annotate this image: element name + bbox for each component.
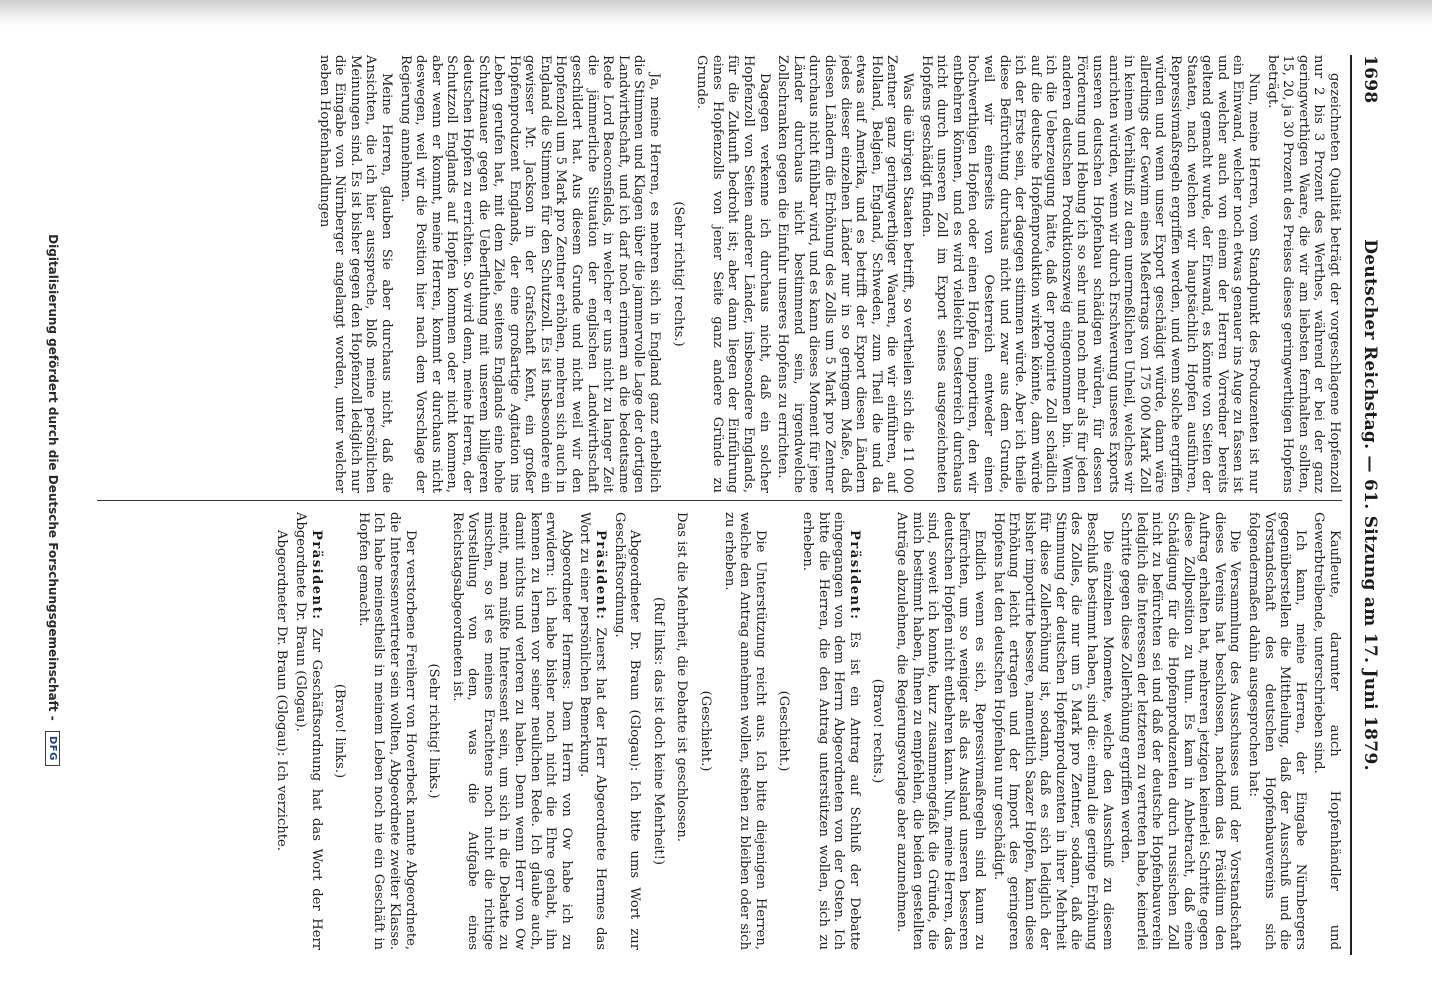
paragraph — [449, 512, 574, 950]
paragraph-text: Der verstorbene Freiherr von Hoverbeck nannte Abgeordnete, die Interessenvertreter sein wollten, Abgeordnete zweiter Klasse. Ich habe meinestheils in meinem Leben noch nie ein Geschäft in Hopfen gemacht. — [355, 512, 418, 950]
paragraph-text: Die Versammlung des Ausschusses und der Vorstandschaft dieses Vereins hat beschlossen, nachdem das Präsidium den Auftrag erhalten hat, mehreren jetzigen keinerlei Schritte gegen diese Zollposition zu thun. Es kam in Anbetracht, daß eine Schädigung für die Hopfenproduzenten durch russischen Zoll nicht zu befürchten sei und daß der deutsche Hopfenbauverein lediglich die Interessen der letzteren zu vertreten habe, keinerlei Schritte gegen diese Zollerhöhung ergriffen werden. — [1118, 512, 1243, 950]
paragraph-text: (Geschieht.) — [698, 690, 714, 772]
paragraph — [1118, 512, 1243, 950]
paragraph — [674, 512, 690, 950]
digitization-credit — [45, 0, 60, 1000]
paragraph — [721, 512, 768, 950]
remark-line — [870, 512, 886, 950]
paragraph — [577, 512, 608, 950]
paragraph — [397, 55, 662, 493]
paragraph-text: gezeichneten Qualität beträgt der vorgeschlagene Hopfenzoll nur 2 bis 3 Prozent des Werthes, während er bei der ganz geringwerthigen Waare, die wir am liebsten fernhalten sollten, 15, 20, ja 30 Prozent des Preises dieses geringwerthigen Hopfens beträgt. — [1264, 55, 1342, 493]
paragraph-text: Abgeordneter Dr. Braun (Glogau): Ich bitte ums Wort zur Geschäftsordnung. — [611, 512, 643, 950]
paragraph-text: Die einzelnen Momente, welche den Ausschuß zu diesem Beschluß bestimmt haben, sind die: einmal die geringe Erhöhung des Zolles, die nur um 5 Mark pro Zentner, sodann, daß die Stimmung der deutschen Hopfenproduzenten in ihrer Mehrheit für diese Zollerhöhung ist, sodann, daß es sich lediglich der bisher importirte bessere, namentlich Saazer Hopfen, kann diese Erhöhung leicht ertragen und der Import des geringeren Hopfens hat den deutschen Hopfenbau nur geschädigt. — [990, 512, 1115, 950]
paragraph-text: Kaufleute, darunter auch Hopfenhändler und Gewerbtreibende, unterschrieben sind. — [1311, 512, 1342, 950]
paragraph-text: Es ist ein Antrag auf Schluß der Debatte eingegangen von dem Herrn Abgeordneten von der Osten. Ich bitte die Herren, die den Antrag unterstützen wollen, sich zu erheben. — [800, 512, 862, 950]
paragraph-text: Zur Geschäftsordnung hat das Wort der Herr Abgeordnete Dr. Braun (Glogau). — [292, 512, 324, 950]
paragraph-text: (Ruf links: das ist doch keine Mehrheit!) — [650, 596, 666, 866]
speaker-label: Präsident: — [846, 530, 862, 621]
paragraph-text: (Sehr richtig! links.) — [426, 663, 442, 799]
paragraph — [694, 55, 772, 493]
paragraph — [893, 512, 987, 950]
header-rule — [1350, 55, 1352, 955]
paragraph — [775, 55, 915, 493]
paragraph-text: Was die übrigen Staaten betrifft, so vertheilen sich die 11 000 Zentner ganz geringwerthiger Waaren, die wir einführen, auf Holland, Belgien, England, Schweden, zum Theil die und da etwas auf Amerika, und es betrifft der Export diesen Ländern jedes dieser einzelnen Länder nur in so geringem Maße, daß diesen Ländern die Erhöhung des Zolls um 5 Mark pro Zentner durchaus nicht fühlbar wird, und es kann dieses Moment für jene Länder durchaus nicht bestimmend sein, irgendwelche Zollschranken gegen die Einfuhr unseres Hopfens zu errichten. — [775, 55, 915, 493]
paragraph-text: Zuerst hat der Herr Abgeordnete Hermes das Wort zu einer persönlichen Bemerkung. — [577, 512, 609, 950]
page-number: 1698 — [1360, 55, 1380, 104]
paragraph-text: Das ist die Mehrheit, die Debatte ist geschlossen. — [674, 512, 690, 842]
dfg-logo: DFG — [45, 731, 60, 766]
paragraph-text: (Sehr richtig! rechts.) — [670, 201, 686, 347]
paragraph — [316, 55, 394, 493]
paragraph — [990, 512, 1115, 950]
speaker-label: Präsident: — [593, 530, 609, 621]
paragraph — [918, 55, 1261, 493]
remark-line — [332, 512, 348, 950]
paragraph — [1311, 512, 1342, 950]
scan-edge-shadow — [0, 0, 1432, 26]
paragraph-text: (Bravo! rechts.) — [870, 678, 886, 784]
paragraph — [799, 512, 861, 950]
remark-line — [697, 512, 713, 950]
paragraph-text: Abgeordneter Hermes: Dem Herrn von Ow habe ich zu erwidern: ich habe bisher noch nicht die Ehre gehabt, ihn kennen zu lernen vor seiner neulichen Rede. Ich glaube auch, damit nichts und verloren zu haben. Denn wenn Herr von Ow meint, man müßte Interessent sein, um sich in die Debatte zu mischen, so ist es meines Erachtens noch nicht die richtige Vorstellung von dem, was die Aufgabe eines Reichstagsabgeordneten ist. — [449, 512, 574, 950]
paragraph — [292, 512, 323, 950]
running-title: Deutscher Reichstag. — 61. Sitzung am 17. Juni 1879. — [1360, 239, 1380, 771]
paragraph-text: Dagegen verkenne ich durchaus nicht, daß ein solcher Hopfenzoll von Seiten anderer Länder, insbesondere Englands, für die Zukunft bedroht ist; aber dann liegen der Einführung eines Hopfenzolls von jener Seite ganz andere Gründe zu Grunde. — [694, 55, 772, 493]
remark-line — [670, 55, 686, 493]
text-column-left — [97, 55, 1342, 493]
remark-line — [776, 512, 792, 950]
remark-line — [426, 512, 442, 950]
paragraph-text: Ja, meine Herren, es mehren sich in England ganz erheblich die Stimmen und Klagen über die jammervolle Lage der dortigen Landwirthschaft, und ich darf noch erinnern an die bedeutsame Rede Lord Beaconsfields, in welcher er uns nicht zu langer Zeit die jämmerliche Situation der englischen Landwirthschaft geschildert hat. Aus diesem Grunde und nicht weil wir den Hopfenzoll um 5 Mark pro Zentner erhöhen, mehren sich auch in England die Stimmen für den Schutzzoll. Es ist insbesondere ein gewisser Mr. Jackson in der Grafschaft Kent, ein großer Hopfenproduzent Englands, der eine großartige Agitation ins Leben gerufen hat, mit dem Ziele, seitens Englands eine hohe Schutzmauer gegen die Ueberfluthung mit unserem billigeren deutschen Hopfen zu errichten. So wird denn, meine Herren, der Schutzzoll Englands auf Hopfen kommen oder nicht kommen, aber wenn er kommt, meine Herren, kommt er durchaus nicht deswegen, weil wir die Position hier nach dem Vorschlage der Regierung annehmen. — [397, 55, 663, 493]
paragraph-text: Abgeordneter Dr. Braun (Glogau): Ich verzichte. — [274, 530, 290, 851]
column-divider — [97, 500, 1342, 501]
paragraph-text: Die Unterstützung reicht aus. Ich bitte diejenigen Herren, welche den Antrag annehmen wollen, stehen zu bleiben oder sich zu erheben. — [721, 512, 768, 950]
paragraph — [355, 512, 417, 950]
paragraph — [274, 512, 290, 950]
paragraph-text: (Geschieht.) — [776, 690, 792, 772]
paragraph-text: Meine Herren, glauben Sie aber durchaus nicht, daß die Ansichten, die ich hier ausspreche, bloß meine persönlichen Meinungen sind. Es ist bisher gegen den Hopfenzoll lediglich nur die Eingabe von Nürnberger angelangt worden, unter welcher neben Hopfenhandlungen — [316, 55, 394, 493]
paragraph-text: Endlich wenn es sich, Repressivmaßregeln sind kaum zu befürchten, um so weniger als das Ausland unseren besseren deutschen Hopfen nicht entbehren kann. Nun, meine Herren, das sind, soweit ich konnte, kurz zusammengefaßt die Gründe, die mich bestimmt haben, Ihnen zu empfehlen, die beiden gestellten Anträge abzulehnen, die Regierungsvorlage aber anzunehmen. — [893, 512, 987, 950]
paragraph — [1264, 55, 1342, 493]
text-column-right — [97, 512, 1342, 950]
remark-line — [650, 512, 666, 950]
speaker-label: Präsident: — [308, 530, 324, 621]
page-header — [1354, 55, 1380, 955]
paragraph-text: Ich kann, meine Herren, der Eingabe Nürnbergers gegenüberstellen die Mittheilung, daß der Ausschuß und die Vorstandschaft des deutschen Hopfenbauvereins sich folgendermaßen dahin ausgesprochen hat: — [1246, 512, 1308, 950]
paragraph — [611, 512, 642, 950]
credit-text: Digitalisierung gefördert durch die Deutsche Forschungsgemeinschaft - — [46, 234, 60, 721]
paragraph — [1245, 512, 1307, 950]
paragraph-text: Nun, meine Herren, vom Standpunkt des Produzenten ist nur ein Einwand, welcher noch etwas genauer ins Auge zu fassen ist und welcher auch von einem der Herren Vorredner bereits geltend gemacht wurde, der Einwand, es könnte von Seiten der Staaten, nach welchen wir hauptsächlich Hopfen ausführen, Repressivmaßregeln ergriffen werden, und wenn solche ergriffen würden und wenn unser Export geschädigt würde, dann wäre allerdings der Gewinn eines Meßertrags von 175 000 Mark Zoll in keinem Verhältniß zu dem unermeßlichen Unheil, welches wir anrichten würden, wenn wir durch Erschwerung unseres Exports unseren deutschen Hopfenbau schädigen würden, für dessen Förderung und Hebung ich so sehr und noch mehr als für jeden anderen deutschen Produktionszweig eingenommen bin. Wenn ich die Ueberzeugung hätte, daß der proponirte Zoll schädlich auf die deutsche Hopfenproduktion wirken könnte, dann würde ich der Erste sein, der dagegen stimmen würde. Aber ich theile diese Befürchtung durchaus nicht und zwar aus dem Grunde, weil wir einerseits von Oesterreich entweder einen hochwerthigen Hopfen oder einen Hopfen importiren, den wir entbehren können, und es wird vielleicht Oesterreich durchaus nicht durch unseren Zoll im Export seines ausgezeichneten Hopfens geschädigt finden. — [918, 55, 1262, 493]
paragraph-text: (Bravo! links.) — [332, 683, 348, 779]
